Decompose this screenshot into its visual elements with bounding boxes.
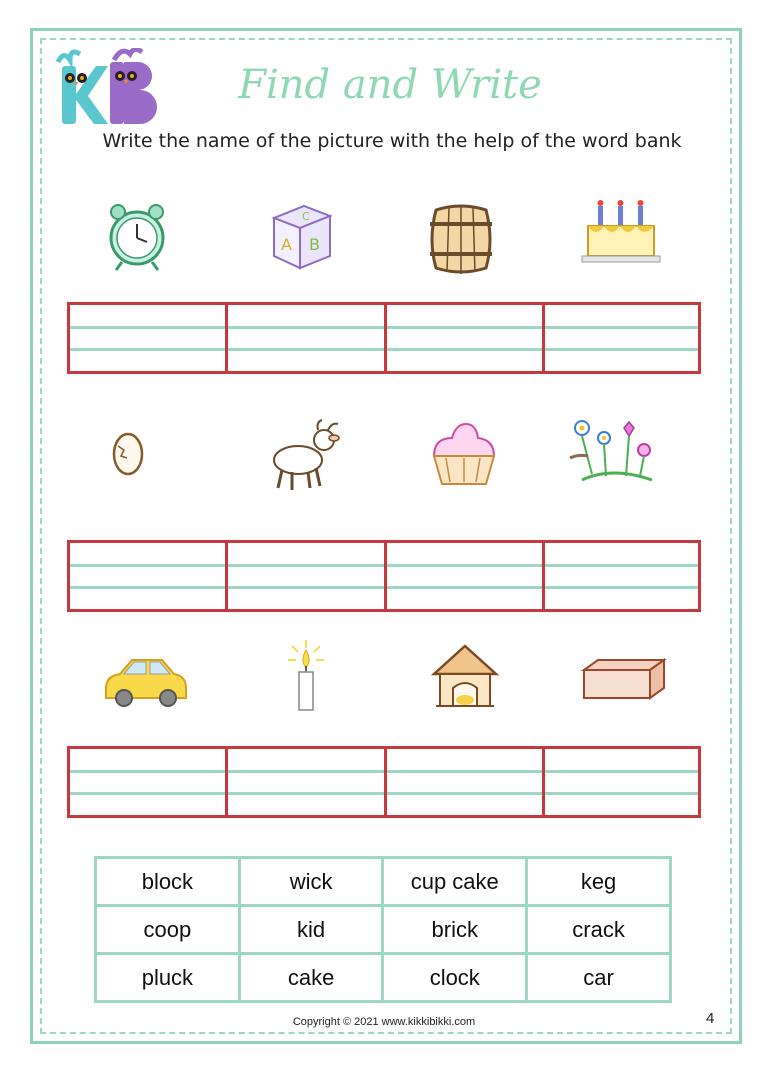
- table-row: [96, 906, 671, 954]
- cracked-egg-icon: [84, 416, 174, 496]
- word-bank-cell: pluck: [96, 954, 240, 1002]
- kb-logo: [52, 48, 162, 128]
- svg-text:B: B: [309, 235, 320, 254]
- birthday-cake-icon: [576, 196, 666, 276]
- word-bank-cell: clock: [383, 954, 527, 1002]
- word-bank-cell: cup cake: [383, 858, 527, 906]
- abc-block-icon: [256, 196, 346, 276]
- cupcake-icon: [418, 416, 508, 496]
- word-bank-cell: kid: [239, 906, 383, 954]
- word-bank-cell: block: [96, 858, 240, 906]
- writing-row-2[interactable]: [67, 540, 701, 612]
- flowers-pluck-icon: [566, 414, 656, 494]
- word-bank-cell: wick: [239, 858, 383, 906]
- writing-row-1[interactable]: [67, 302, 701, 374]
- candle-wick-icon: [262, 636, 352, 716]
- word-bank-cell: car: [527, 954, 671, 1002]
- table-row: [96, 954, 671, 1002]
- writing-row-3[interactable]: [67, 746, 701, 818]
- word-bank-cell: coop: [96, 906, 240, 954]
- brick-icon: [578, 642, 668, 722]
- keg-barrel-icon: [416, 196, 506, 276]
- word-bank-table: [94, 856, 672, 1003]
- chicken-coop-icon: [420, 640, 510, 720]
- svg-text:C: C: [302, 210, 310, 223]
- alarm-clock-icon: [92, 196, 182, 276]
- table-row: [96, 858, 671, 906]
- baby-goat-kid-icon: [258, 414, 348, 494]
- page-number: 4: [706, 1010, 715, 1027]
- word-bank-cell: keg: [527, 858, 671, 906]
- copyright-text: Copyright © 2021 www.kikkibikki.com: [292, 1016, 476, 1028]
- word-bank-cell: cake: [239, 954, 383, 1002]
- page-title: Find and Write: [238, 62, 542, 108]
- instructions: Write the name of the picture with the help of the word bank: [102, 130, 682, 152]
- car-icon: [100, 640, 190, 720]
- word-bank-cell: brick: [383, 906, 527, 954]
- word-bank-cell: crack: [527, 906, 671, 954]
- svg-text:A: A: [281, 235, 292, 254]
